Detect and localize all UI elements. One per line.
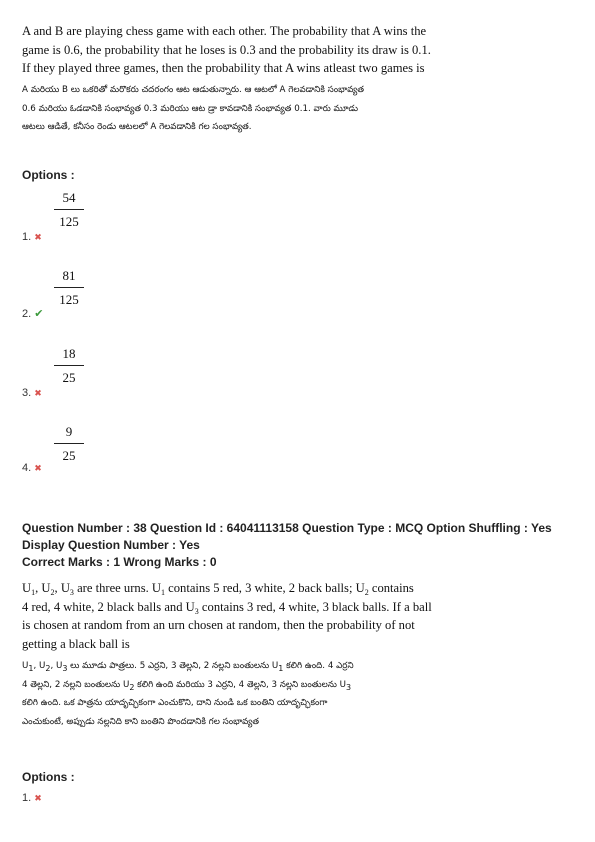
correct-check-icon: ✔ — [34, 308, 44, 320]
options-label: Options : — [22, 770, 75, 784]
display-question-number: Display Question Number : Yes — [22, 538, 200, 552]
question-38-info: Question Number : 38 Question Id : 64041113158 Question Type : MCQ Option Shuffling : Yes — [22, 521, 552, 535]
question-38-telugu-line-4: ఎంచుకుంటే, అప్పుడు నల్లనిది కాని బంతిని పొందడానికి గల సంభావ్యత — [22, 716, 259, 727]
option-2-fraction — [54, 268, 84, 308]
option-4-numerator: 9 — [65, 424, 73, 439]
option-4-number: 4. — [22, 462, 32, 474]
wrong-mark-icon: ✖ — [34, 463, 42, 473]
fraction-bar — [54, 287, 84, 288]
option-1-fraction — [54, 190, 84, 230]
option-2[interactable] — [22, 307, 43, 320]
question-38-option-1[interactable] — [22, 792, 42, 804]
question-37-telugu-line-2: 0.6 మరియు ఓడడానికి సంభావ్యత 0.3 మరియు ఆట డ్రా కావడానికి సంభావ్యత 0.1. వారు మూడు — [22, 103, 358, 114]
wrong-mark-icon: ✖ — [34, 388, 42, 398]
question-38-text — [22, 579, 462, 653]
options-label: Options : — [22, 168, 75, 182]
wrong-mark-icon: ✖ — [34, 793, 42, 803]
option-2-numerator: 81 — [62, 268, 76, 283]
option-1[interactable] — [22, 231, 42, 243]
question-37-text — [22, 22, 452, 78]
question-37-line-1: A and B are playing chess game with each other. The probability that A wins the — [22, 24, 427, 38]
question-38-telugu-text — [22, 657, 452, 731]
option-1-number: 1. — [22, 792, 32, 804]
question-38-line-3: is chosen at random from an urn chosen at random, then the probability of not — [22, 618, 415, 632]
option-3-number: 3. — [22, 387, 32, 399]
question-37-telugu-line-3: ఆటలు ఆడితే, కనీసం రెండు ఆటలలో A గెలవడానికి గల సంభావ్యత. — [22, 122, 252, 132]
question-37-line-2: game is 0.6, the probability that he loses is 0.3 and the probability its draw is 0.1. — [22, 42, 431, 57]
option-3-denominator: 25 — [62, 370, 76, 385]
option-1-number: 1. — [22, 231, 32, 243]
option-4[interactable] — [22, 462, 42, 474]
question-38-telugu-line-1: $U_1$, $U_2$, $U_3$ లు మూడు పాత్రలు. 5 ఎర్రని, 3 తెల్లని, 2 నల్లని బంతులను $U_1$ కలిగి ఉంది. 4 ఎర్రని — [22, 661, 354, 673]
fraction-bar — [54, 365, 84, 366]
option-3-numerator: 18 — [62, 346, 76, 361]
fraction-bar — [54, 443, 84, 444]
option-4-fraction — [54, 424, 84, 464]
option-3[interactable] — [22, 387, 42, 399]
option-2-number: 2. — [22, 308, 32, 320]
fraction-bar — [54, 209, 84, 210]
option-1-numerator: 54 — [62, 190, 76, 205]
question-38-line-2: 4 red, 4 white, 2 black balls and $U_3$ contains 3 red, 4 white, 3 black balls. If a ball — [22, 599, 432, 616]
question-38-line-4: getting a black ball is — [22, 636, 130, 651]
wrong-mark-icon: ✖ — [34, 232, 42, 242]
question-37-telugu-line-1: A మరియు B లు ఒకరితో మరొకరు చదరంగం ఆట ఆడుతున్నారు. ఆ ఆటలో A గెలవడానికి సంభావ్యత — [22, 85, 365, 95]
question-37-telugu-text — [22, 81, 442, 137]
option-2-denominator: 125 — [59, 292, 79, 307]
option-4-denominator: 25 — [62, 448, 76, 463]
question-38-line-1: $U_1$, $U_2$, $U_3$ are three urns. $U_1$ contains 5 red, 3 white, 2 back balls; $U_2$ contains — [22, 581, 414, 597]
question-37-line-3: If they played three games, then the probability that A wins atleast two games is — [22, 61, 425, 75]
option-1-denominator: 125 — [59, 214, 79, 229]
question-38-telugu-line-2: 4 తెల్లని, 2 నల్లని బంతులను $U_2$ కలిగి ఉంది మరియు 3 ఎర్రని, 4 తెల్లని, 3 నల్లని బంతులను $U_3$ — [22, 679, 352, 692]
marks-info: Correct Marks : 1 Wrong Marks : 0 — [22, 555, 217, 569]
question-38-header — [22, 520, 582, 571]
option-3-fraction — [54, 346, 84, 386]
question-38-telugu-line-3: కలిగి ఉంది. ఒక పాత్రను యాదృచ్ఛికంగా ఎంచుకొని, దాని నుండి ఒక బంతిని యాదృచ్ఛికంగా — [22, 698, 328, 708]
